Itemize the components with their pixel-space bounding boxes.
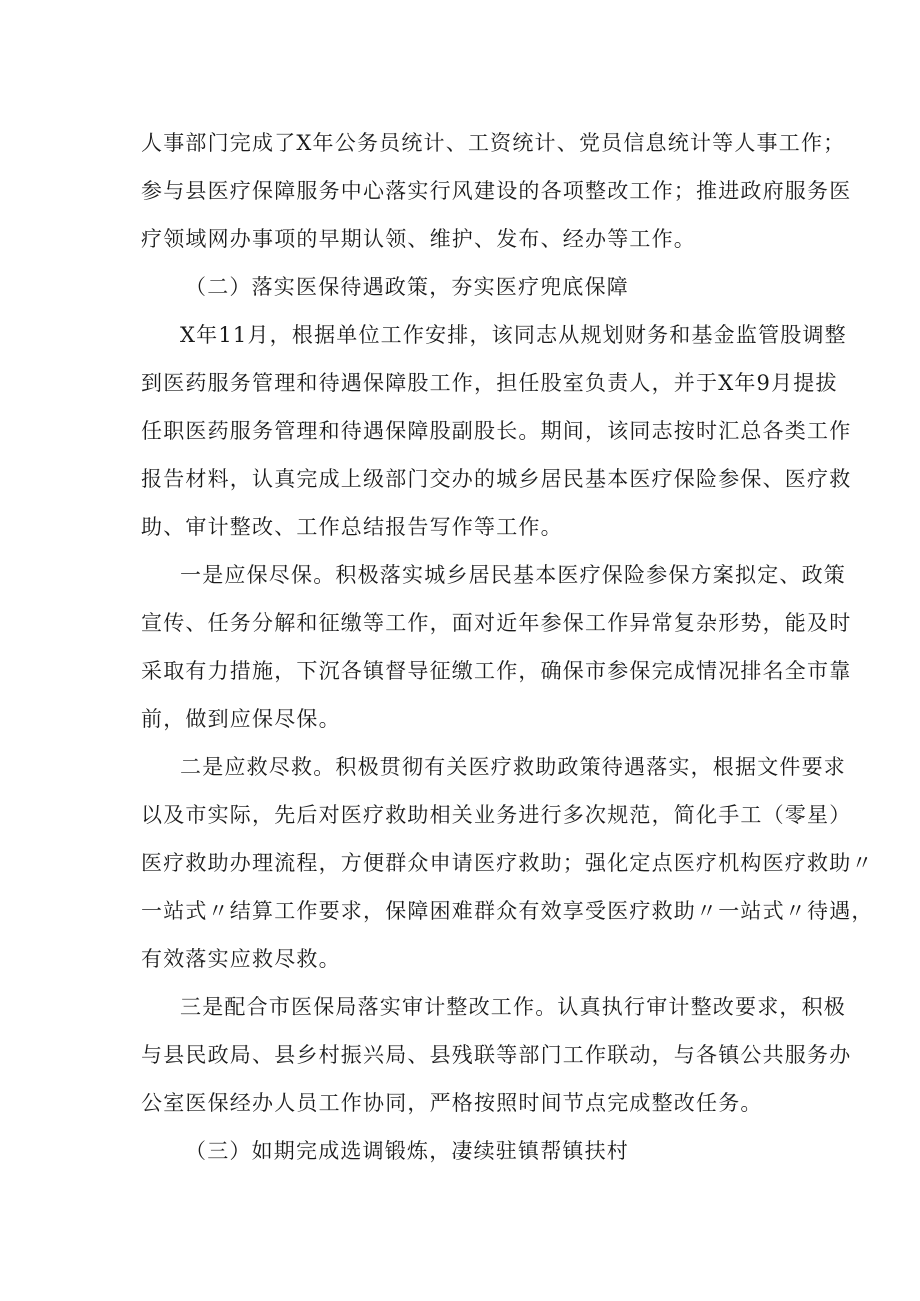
paragraph-line: 有效落实应救尽救。 <box>141 947 341 971</box>
paragraph-line: X年11月，根据单位工作安排，该同志从规划财务和基金监管股调整 <box>180 323 847 347</box>
paragraph-line: 医疗救助办理流程，方便群众申请医疗救助；强化定点医疗机构医疗救助〃 <box>141 851 874 875</box>
paragraph-line: 前，做到应保尽保。 <box>141 707 341 731</box>
paragraph-line: 与县民政局、县乡村振兴局、县残联等部门工作联动，与各镇公共服务办 <box>141 1043 852 1067</box>
paragraph-line: 以及市实际，先后对医疗救助相关业务进行多次规范，简化手工（零星） <box>141 803 852 827</box>
paragraph-line: 参与县医疗保障服务中心落实行风建设的各项整改工作；推进政府服务医 <box>141 179 852 203</box>
paragraph-line: 助、审计整改、工作总结报告写作等工作。 <box>141 515 563 539</box>
paragraph-line: 宣传、任务分解和征缴等工作，面对近年参保工作异常复杂形势，能及时 <box>141 611 852 635</box>
paragraph-line: 报告材料，认真完成上级部门交办的城乡居民基本医疗保险参保、医疗救 <box>141 467 852 491</box>
paragraph-line: 三是配合市医保局落实审计整改工作。认真执行审计整改要求，积极 <box>180 995 846 1019</box>
paragraph-line: 二是应救尽救。积极贯彻有关医疗救助政策待遇落实，根据文件要求 <box>180 755 846 779</box>
paragraph-line: 一是应保尽保。积极落实城乡居民基本医疗保险参保方案拟定、政策 <box>180 563 846 587</box>
paragraph-line: 采取有力措施，下沉各镇督导征缴工作，确保市参保完成情况排名全市靠 <box>141 659 852 683</box>
section-heading: （二）落实医保待遇政策，夯实医疗兜底保障 <box>185 275 629 299</box>
paragraph-line: 人事部门完成了X年公务员统计、工资统计、党员信息统计等人事工作； <box>141 131 846 155</box>
paragraph-line: 任职医药服务管理和待遇保障股副股长。期间，该同志按时汇总各类工作 <box>141 419 852 443</box>
paragraph-line: 疗领域网办事项的早期认领、维护、发布、经办等工作。 <box>141 227 696 251</box>
section-heading: （三）如期完成选调锻炼，凄续驻镇帮镇扶村 <box>185 1139 629 1163</box>
paragraph-line: 一站式〃结算工作要求，保障困难群众有效享受医疗救助〃一站式〃待遇， <box>141 899 874 923</box>
paragraph-line: 到医药服务管理和待遇保障股工作，担任股室负责人，并于X年9月提拔 <box>141 371 838 395</box>
paragraph-line: 公室医保经办人员工作协同，严格按照时间节点完成整改任务。 <box>141 1091 763 1115</box>
